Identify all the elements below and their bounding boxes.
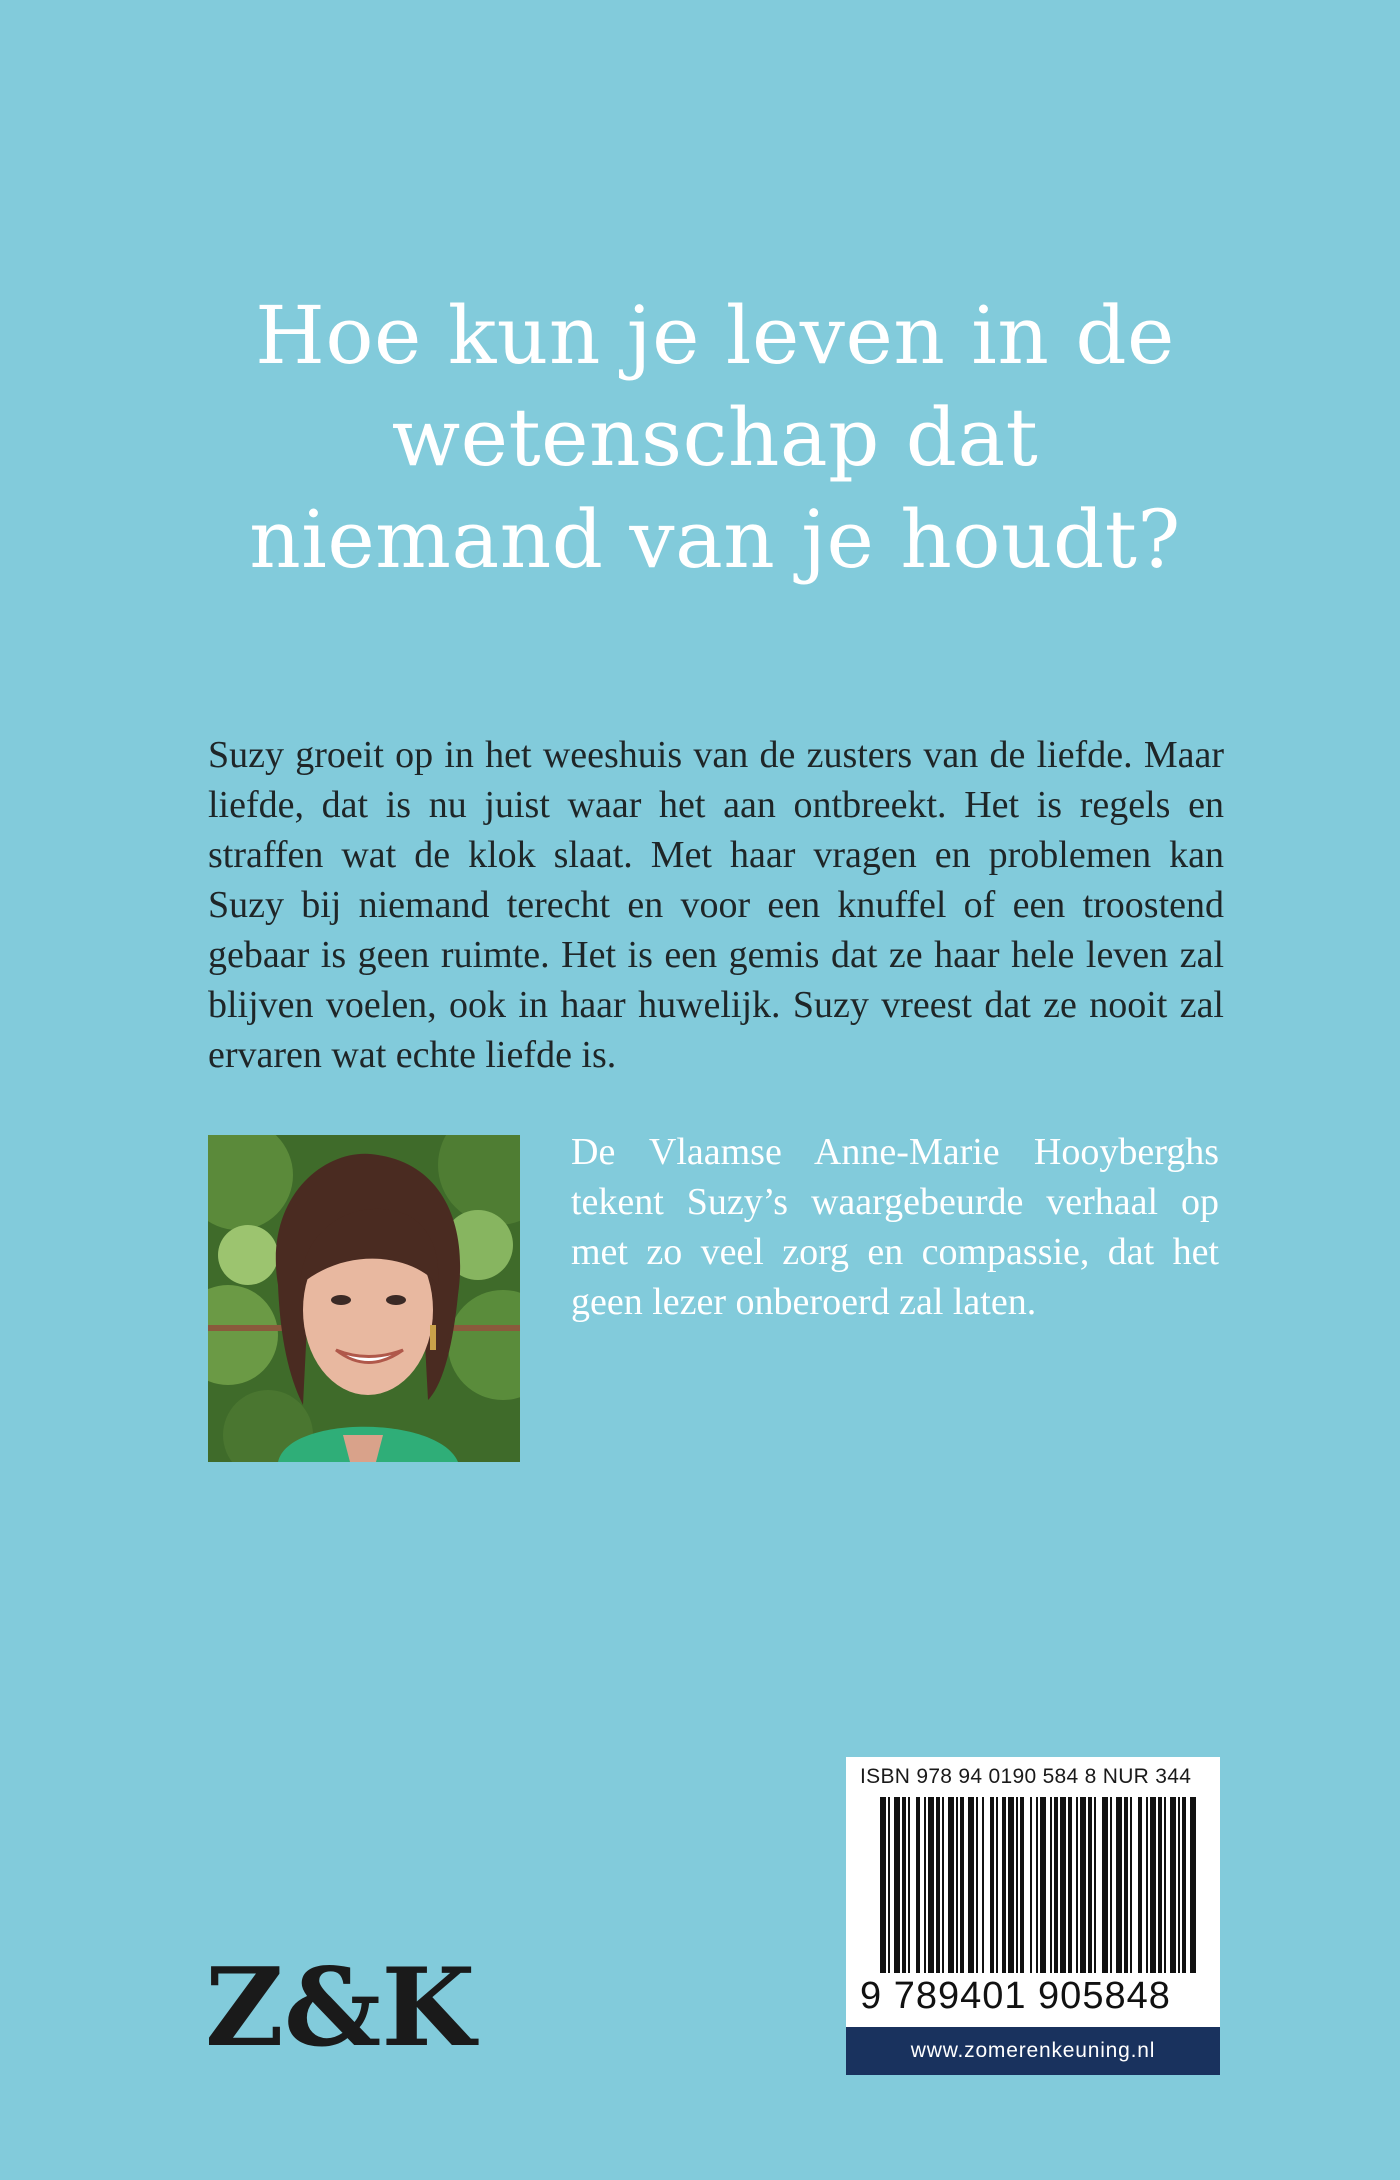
barcode-bar — [1182, 1797, 1186, 1973]
headline-line-1: Hoe kun je leven in de — [255, 289, 1175, 382]
barcode-bar — [924, 1797, 926, 1973]
barcode-bar — [990, 1797, 994, 1973]
barcode-digits: 9 789401 905848 — [860, 1975, 1171, 2017]
barcode-bar — [1130, 1797, 1132, 1973]
headline — [200, 285, 1230, 591]
barcode-bar — [1054, 1797, 1058, 1973]
barcode-bar — [1008, 1797, 1014, 1973]
barcode-bar — [1150, 1797, 1156, 1973]
barcode-bar — [968, 1797, 974, 1973]
barcode-bar — [928, 1797, 934, 1973]
blurb-text: Suzy groeit op in het weeshuis van de zusters van de liefde. Maar liefde, dat is nu juist waar het aan ontbreekt. Het is regels en straffen wat de klok slaat. Met haar vragen en problemen kan Suzy bij niemand terecht en voor een knuffel of een troostend gebaar is geen ruimte. Het is een gemis dat ze haar hele leven zal blijven voelen, ook in haar huwelijk. Suzy vreest dat ze nooit zal ervaren wat echte liefde is. — [208, 734, 1224, 1076]
barcode-bar — [1040, 1797, 1046, 1973]
barcode-bar — [1146, 1797, 1148, 1973]
barcode-bar — [1050, 1797, 1052, 1973]
headline-line-2: wetenschap dat — [391, 391, 1039, 484]
barcode-bar — [1068, 1797, 1072, 1973]
barcode-bar — [1102, 1797, 1108, 1973]
publisher-logo-wordmark: Z&K — [205, 1945, 476, 2071]
publisher-website[interactable]: www.zomerenkeuning.nl — [846, 2027, 1220, 2075]
barcode-bars — [846, 1797, 1220, 1977]
barcode-bar — [1036, 1797, 1038, 1973]
barcode-bar — [960, 1797, 964, 1973]
barcode-bar — [1164, 1797, 1166, 1973]
publisher-logo — [205, 1935, 476, 2085]
barcode-bar — [1158, 1797, 1162, 1973]
barcode-bar — [888, 1797, 890, 1973]
barcode-bar — [956, 1797, 958, 1973]
barcode-block — [846, 1757, 1220, 2075]
barcode-bar — [1020, 1797, 1024, 1973]
isbn-line: ISBN 978 94 0190 584 8 NUR 344 — [860, 1765, 1192, 1788]
barcode-bar — [942, 1797, 944, 1973]
barcode-bar — [1016, 1797, 1018, 1973]
barcode-bar — [982, 1797, 984, 1973]
barcode-bar — [976, 1797, 978, 1973]
barcode-bar — [1116, 1797, 1122, 1973]
barcode-bar — [996, 1797, 998, 1973]
barcode-bar — [1190, 1797, 1196, 1973]
author-photo — [208, 1135, 520, 1462]
barcode-bar — [1124, 1797, 1128, 1973]
barcode-bar — [1110, 1797, 1112, 1973]
barcode-bar — [1178, 1797, 1180, 1973]
barcode-bar — [894, 1797, 900, 1973]
barcode-bar — [908, 1797, 910, 1973]
headline-line-3: niemand van je houdt? — [249, 493, 1181, 586]
barcode-bar — [1030, 1797, 1032, 1973]
barcode-bar — [1088, 1797, 1092, 1973]
author-note-text: De Vlaamse Anne-Marie Hooyberghs tekent Suzy’s waargebeurde verhaal op met zo veel zorg en compassie, dat het geen lezer onberoerd zal laten. — [571, 1131, 1219, 1323]
barcode-bar — [1060, 1797, 1066, 1973]
barcode-bar — [1138, 1797, 1142, 1973]
barcode-bar — [936, 1797, 940, 1973]
barcode-bar — [1080, 1797, 1086, 1973]
barcode-bar — [1094, 1797, 1096, 1973]
barcode-bar — [880, 1797, 886, 1973]
barcode-bar — [916, 1797, 920, 1973]
barcode-bar — [1170, 1797, 1176, 1973]
barcode-bar — [948, 1797, 954, 1973]
barcode-bar — [902, 1797, 906, 1973]
barcode-bar — [1076, 1797, 1078, 1973]
barcode-bar — [1002, 1797, 1006, 1973]
